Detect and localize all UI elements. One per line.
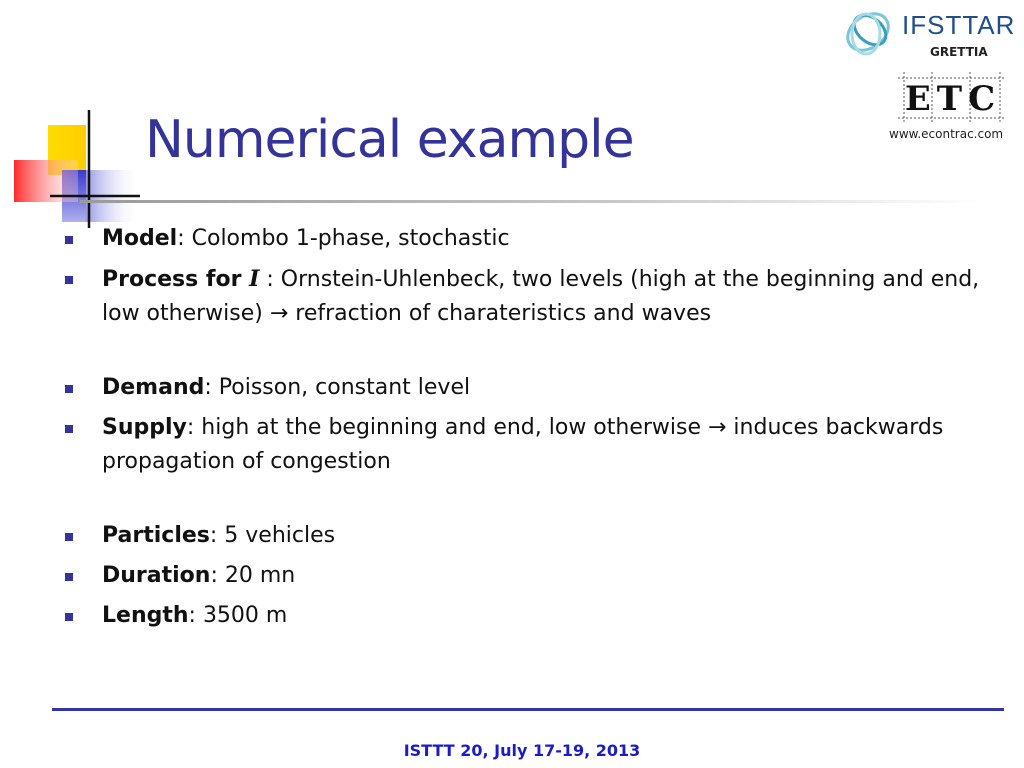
bullet-term: Supply [102,415,187,440]
bullet-marker [65,573,73,581]
bullet-model [62,222,982,256]
bullet-demand [62,371,982,405]
bullet-text: 20 mn [224,563,296,588]
bullet-marker [65,276,73,284]
bullet-duration [62,559,982,593]
bullet-text: high at the beginning and end, low otherwise → induces backwards propagation of congestion [102,415,944,474]
bullet-marker [65,385,73,393]
footer-text: ISTTT 20, July 17-19, 2013 [403,741,641,760]
bullet-term: Length [102,603,189,628]
bullet-text: Colombo 1-phase, stochastic [191,226,510,251]
bullet-sep: : [177,226,192,251]
bullet-process [62,262,982,331]
variable-i: I [249,266,260,292]
bullet-sep: : [188,603,203,628]
grettia-label: GRETTIA [930,45,988,59]
ifsttar-logo-text: IFSTTAR [902,10,1016,40]
footer-divider [52,708,1004,711]
bullet-particles [62,519,982,553]
bullet-sep: : [209,523,225,548]
etc-url: www.econtrac.com [889,127,1004,141]
title-divider [80,200,980,203]
bullet-sep: : [259,267,281,292]
bullet-supply [62,411,982,479]
bullet-term: Process for [102,267,250,292]
bullet-text: 5 vehicles [224,523,336,548]
bullet-marker [65,236,73,244]
etc-logo-text: ETC [904,79,1002,119]
bullet-sep: : [204,375,219,400]
bullet-term: Demand [102,375,205,400]
bullet-term: Model [102,226,178,251]
bullet-text: Ornstein-Uhlenbeck, two levels (high at the beginning and end, low otherwise) → refraction of charateristics and waves [102,267,980,326]
bullet-length [62,599,982,633]
bullet-term: Duration [102,563,211,588]
bullet-marker [65,613,73,621]
bullet-sep: : [186,415,202,440]
bullet-marker [65,533,73,541]
bullet-marker [65,425,73,433]
etc-logo-icon [894,70,1012,126]
bullet-term: Particles [102,523,210,548]
bullet-sep: : [210,563,225,588]
page-title: Numerical example [145,110,634,170]
bullet-text: 3500 m [202,603,288,628]
bullet-list [62,222,982,639]
bullet-text: Poisson, constant level [218,375,471,400]
